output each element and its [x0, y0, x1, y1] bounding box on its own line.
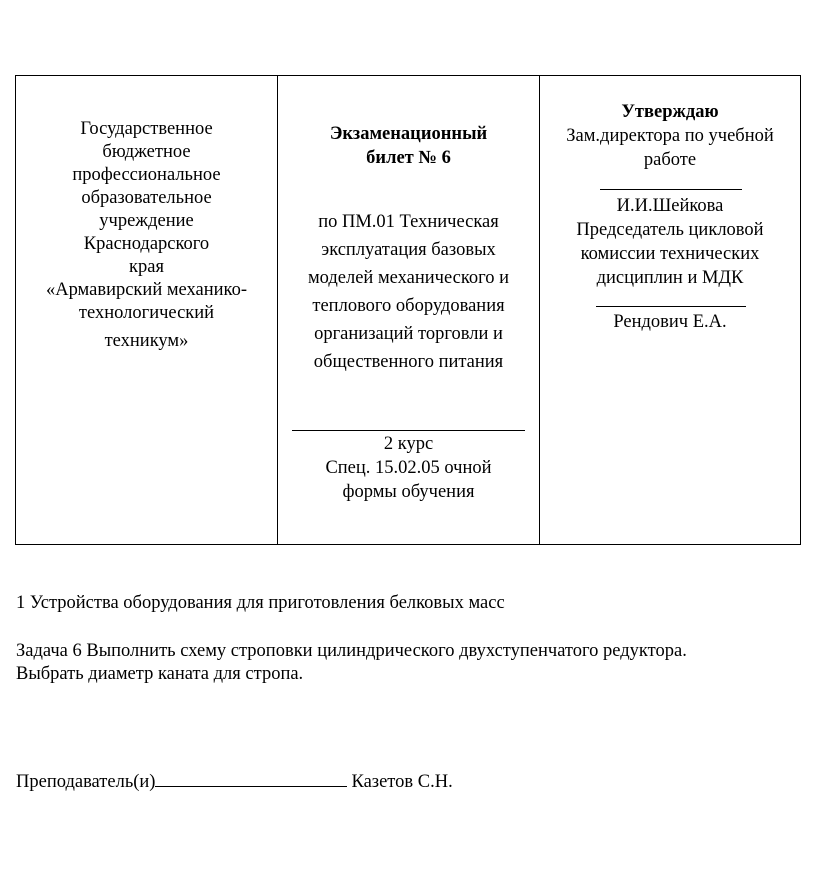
task-text: Задача 6 Выполнить схему строповки цилиндрического двухступенчатого редуктора.: [16, 641, 687, 661]
institution-line: техникум»: [104, 331, 189, 351]
approval-role: [546, 124, 794, 172]
teacher-name: Казетов С.Н.: [351, 772, 453, 792]
ticket-number: билет № 6: [366, 148, 451, 168]
subject-line: моделей механического и: [307, 268, 510, 288]
role-line: дисциплин и МДК: [596, 268, 744, 288]
institution-line: «Армавирский механико-: [45, 280, 248, 300]
signature-line: [596, 306, 746, 307]
institution-line: Краснодарского: [83, 234, 210, 254]
institution-line: Государственное: [80, 119, 213, 139]
subject-line: эксплуатация базовых: [321, 240, 496, 260]
role-line: комиссии технических: [580, 244, 760, 264]
course-line: 2 курс: [383, 434, 434, 454]
role-line: Зам.директора по учебной: [566, 126, 774, 146]
specialty-line: Спец. 15.02.05 очной: [325, 458, 492, 478]
approval-heading: Утверждаю: [621, 102, 719, 122]
institution-cell: [16, 76, 278, 544]
ticket-header-table: [15, 75, 801, 545]
institution-line: учреждение: [99, 211, 194, 231]
institution-line: образовательное: [81, 188, 212, 208]
teacher-signature-row: [16, 770, 453, 793]
subject-line: теплового оборудования: [312, 296, 505, 316]
question-1: 1 Устройства оборудования для приготовления белковых масс: [16, 593, 505, 613]
signer-name: Рендович Е.А.: [613, 312, 727, 332]
course-info: [284, 432, 533, 504]
institution-line: технологический: [78, 303, 215, 323]
teacher-label: Преподаватель(и): [16, 772, 156, 792]
institution-name: [26, 118, 267, 357]
study-form-line: формы обучения: [342, 482, 475, 502]
institution-line: края: [129, 257, 164, 277]
role-line: Председатель цикловой: [576, 220, 764, 240]
task-text: Выбрать диаметр каната для стропа.: [16, 664, 304, 684]
ticket-title: [284, 122, 533, 170]
ticket-cell: [278, 76, 540, 544]
approval-cell: [540, 76, 800, 544]
signature-line: [155, 770, 347, 787]
subject-line: по ПМ.01 Техническая: [318, 212, 499, 232]
signature-line: [600, 189, 742, 190]
committee-role: [546, 218, 794, 290]
ticket-title-line: Экзаменационный: [329, 124, 488, 144]
ticket-subject: [284, 208, 533, 376]
subject-line: общественного питания: [313, 352, 504, 372]
role-line: работе: [643, 150, 697, 170]
divider-line: [292, 430, 525, 431]
subject-line: организаций торговли и: [314, 324, 503, 344]
signer-name: И.И.Шейкова: [616, 196, 724, 216]
institution-line: бюджетное: [102, 142, 191, 162]
institution-line: профессиональное: [72, 165, 221, 185]
